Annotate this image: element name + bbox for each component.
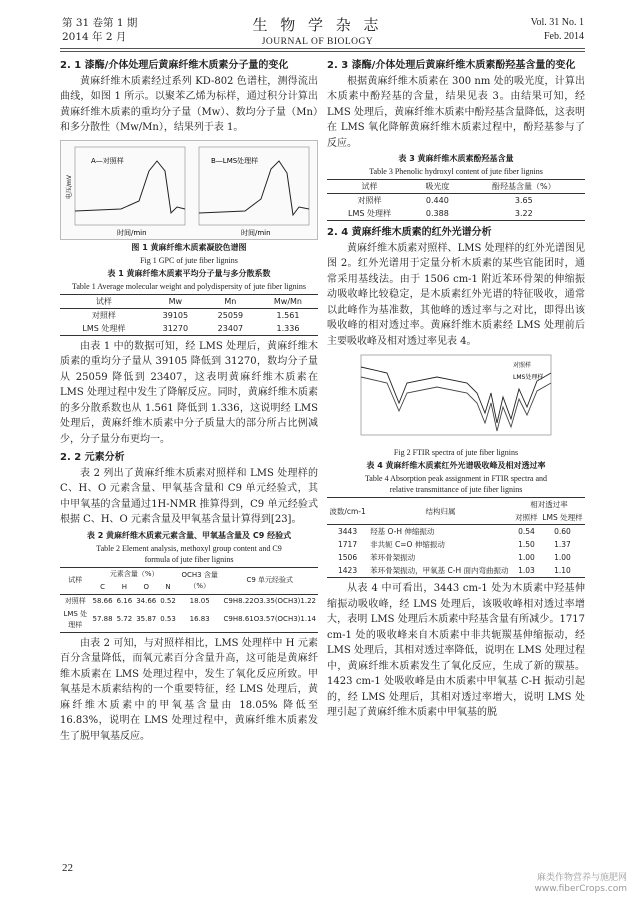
table4-subheader: 对照样 — [513, 511, 540, 525]
table2-subheader: N — [158, 581, 178, 595]
table3-header: 酚羟基含量（%） — [463, 180, 585, 194]
table1-header: Mw/Mn — [258, 294, 318, 308]
table1-caption-en: Table 1 Average molecular weight and polydispersity of jute fiber lignins — [72, 281, 306, 291]
table-cell: 57.88 — [91, 608, 115, 633]
table-cell: 25059 — [217, 310, 244, 320]
table-cell: 1.561 — [276, 310, 300, 320]
header-rule — [60, 48, 585, 49]
table-cell: C9H8.22O3.35(OCH3)1.22 — [223, 596, 316, 605]
section-2-4-title: 2. 4 黄麻纤维木质素的红外光谱分析 — [327, 227, 492, 238]
table2-subheader: H — [115, 581, 135, 595]
table-row — [327, 207, 585, 221]
table-cell: 1423 — [327, 564, 368, 578]
table2-caption-en-1: Table 2 Element analysis, methoxyl group content and C9 — [96, 543, 282, 553]
table4-header: 结构归属 — [368, 498, 513, 525]
table3-caption-cn: 表 3 黄麻纤维木质素酚羟基含量 — [398, 154, 514, 163]
header-rule-2 — [60, 51, 585, 52]
table4-caption-cn: 表 4 黄麻纤维木质素红外光谱吸收峰及相对透过率 — [366, 461, 546, 470]
figure-2-ftir-plot — [327, 353, 583, 445]
table-cell: 18.05 — [189, 596, 210, 605]
table-cell: LMS 处理样 — [60, 322, 148, 336]
table3-header: 吸光度 — [412, 180, 463, 194]
table-cell: 1506 — [338, 553, 358, 562]
table4-header: 波数/cm-1 — [327, 498, 368, 525]
table-cell: 对照样 — [91, 310, 116, 320]
table-cell: 23407 — [203, 322, 258, 336]
section-2-2-title: 2. 2 元素分析 — [60, 452, 125, 463]
table-cell: 3.22 — [463, 207, 585, 221]
section-2-1-para-2: 由表 1 中的数据可知，经 LMS 处理后，黄麻纤维木质素的重均分子量从 39105 降低到 31270，数均分子量从 25059 降低到 23407，这表明黄麻纤维木质素在 LMS 处理过程中发生了降解反应。同时，黄麻纤维木质素的多分散系数也从 1.561 降低到 1.336，这说明经 LMS 处理后，黄麻纤维木质素中分子质量大的部分所占比例减少，分子量分布更均一。 — [60, 340, 318, 445]
table-cell: 1.03 — [513, 564, 540, 578]
table-cell: 0.60 — [554, 527, 571, 536]
figure-1-gpc-plot — [61, 141, 317, 239]
watermark-url: www.fiberCrops.com — [534, 884, 627, 894]
table-cell: 6.16 — [116, 596, 133, 605]
table-cell: 非共轭 C=O 伸缩振动 — [370, 540, 445, 549]
table-cell: 34.66 — [136, 596, 157, 605]
table2-header-row-1 — [60, 567, 318, 581]
table4-caption-en-2: relative transmittance of jute fiber lignins — [389, 485, 523, 494]
table-cell: 3.65 — [514, 196, 533, 205]
table1-caption-cn: 表 1 黄麻纤维木质素平均分子量与多分散系数 — [107, 268, 271, 278]
ftir-curve-lms — [361, 377, 551, 431]
table-4 — [327, 497, 585, 578]
table-cell: 1.37 — [554, 540, 571, 549]
fig2-label-control: 对照样 — [513, 362, 532, 369]
table-row — [60, 608, 318, 633]
table-cell: 1.10 — [540, 564, 585, 578]
table-row — [327, 551, 585, 564]
section-2-2-para: 表 2 列出了黄麻纤维木质素对照样和 LMS 处理样的 C、H、O 元素含量、甲氧基含量和 C9 单元经验式，其中甲氧基的含量通过1H-NMR 推算得到，C9 单元经验式根据 C、H、O 元素含量及甲氧基含量计算得到[23]。 — [60, 467, 318, 525]
fig1-label-a: A—对照样 — [91, 156, 124, 165]
journal-title — [230, 14, 405, 47]
section-2-1-title: 2. 1 漆酶/介体处理后黄麻纤维木质素分子量的变化 — [60, 60, 289, 71]
table2-caption-cn: 表 2 黄麻纤维木质素元素含量、甲氧基含量及 C9 经验式 — [86, 530, 292, 540]
table1-header: Mn — [203, 294, 258, 308]
table-cell: LMS 处理样 — [60, 608, 91, 633]
table3-header-row — [327, 180, 585, 194]
table-cell: 16.83 — [178, 608, 222, 633]
left-column — [60, 58, 318, 744]
table-cell: 3443 — [338, 527, 358, 536]
table-row — [327, 194, 585, 208]
table-cell: 0.388 — [412, 207, 463, 221]
table2-header: 试样 — [60, 567, 91, 594]
table4-subheader: LMS 处理样 — [540, 511, 585, 525]
journal-title-en: JOURNAL OF BIOLOGY — [261, 37, 374, 47]
table-cell: 1.00 — [518, 553, 535, 562]
table-cell: 0.52 — [160, 596, 176, 605]
right-column — [327, 58, 585, 721]
table4-caption-en-1: Table 4 Absorption peak assignment in FTIR spectra and — [364, 474, 548, 483]
fig1-caption-cn: 图 1 黄麻纤维木质素凝胶色谱图 — [131, 242, 247, 252]
watermark — [534, 873, 627, 895]
table-cell: C9H8.61O3.57(OCH3)1.14 — [222, 608, 318, 633]
watermark-cn: 麻类作物营养与施肥网 — [536, 873, 627, 883]
table2-header: OCH3 含量（%） — [178, 567, 222, 594]
table1-header: Mw — [148, 294, 203, 308]
table-row — [327, 525, 585, 539]
fig2-label-lms: LMS处理样 — [513, 374, 544, 381]
table-cell: 39105 — [162, 310, 189, 320]
table-cell: 1717 — [338, 540, 358, 549]
table-cell: 31270 — [148, 322, 203, 336]
table-cell: 苯环骨架振动，甲氧基 C-H 面内弯曲振动 — [368, 564, 513, 578]
issue-info-en — [484, 16, 584, 44]
journal-title-cn: 生 物 学 杂 志 — [252, 16, 383, 34]
fig1-ylabel: 电压/mV — [66, 174, 73, 199]
table-cell: 对照样 — [64, 596, 86, 605]
table2-subheader: C — [91, 581, 115, 595]
table-cell: 58.66 — [92, 596, 113, 605]
table-cell: 苯环骨架振动 — [370, 553, 416, 562]
table-row — [60, 322, 318, 336]
table-2 — [60, 567, 318, 633]
issue-date: 2014 年 2 月 — [62, 31, 127, 43]
table3-header: 试样 — [327, 180, 412, 194]
table-cell: 35.87 — [134, 608, 158, 633]
fig1-caption-en: Fig 1 GPC of jute fiber lignins — [140, 255, 238, 265]
section-2-3-title: 2. 3 漆酶/介体处理后黄麻纤维木质素酚羟基含量的变化 — [327, 60, 576, 71]
issue-date-en: Feb. 2014 — [544, 31, 584, 42]
table2-caption-en-2: formula of jute fiber lignins — [144, 554, 234, 564]
fig1-label-b: B—LMS处理样 — [211, 156, 259, 165]
section-2-1-para: 黄麻纤维木质素经过系列 KD-802 色谱柱，测得流出曲线，如图 1 所示。以聚苯乙烯为标样，通过积分计算出黄麻纤维木质素的重均分子量（Mw）、数均分子量（Mn）和多分散性（Mw/Mn），结果列于表 1。 — [60, 75, 318, 133]
table4-header: 相对透过率 — [513, 498, 585, 512]
page-number: 22 — [62, 862, 73, 874]
fig1-xlabel-a: 时间/min — [117, 228, 147, 237]
figure-2 — [327, 353, 585, 445]
figure-1 — [60, 140, 318, 240]
section-2-3-para: 根据黄麻纤维木质素在 300 nm 处的吸光度，计算出木质素中酚羟基的含量，结果见表 3。由结果可知，经 LMS 处理后，黄麻纤维木质素中酚羟基含量降低，这表明在 LMS 氧化降解黄麻纤维木质素过程中，酚羟基参与了反应。 — [327, 75, 585, 149]
table-3 — [327, 179, 585, 221]
table-cell: 0.440 — [425, 196, 449, 205]
fig1-xlabel-b: 时间/min — [241, 228, 271, 237]
table2-header: C9 单元经验式 — [222, 567, 318, 594]
fig2-caption-en: Fig 2 FTIR spectra of jute fiber lignins — [393, 448, 519, 457]
table-cell: 羟基 O-H 伸缩振动 — [370, 527, 435, 536]
table-cell: LMS 处理样 — [327, 207, 412, 221]
table-cell: 5.72 — [115, 608, 135, 633]
table-cell: 1.336 — [258, 322, 318, 336]
table-cell: 1.00 — [554, 553, 571, 562]
section-2-4-para-2: 从表 4 中可看出，3443 cm-1 处为木质素中羟基伸缩振动吸收峰，经 LMS 处理后，该吸收峰相对透过率增大，表明 LMS 处理后木质素中羟基含量有所减少。1717 cm-1 处的吸收峰来自木质素中非共轭羰基伸缩振动，经 LMS 处理后，其相对透过率降低，说明在 LMS 处理过程中，黄麻纤维木质素发生了氧化反应，生成了新的羰基。1423 cm-1 处吸收峰是由木质素中甲氧基 C-H 振动引起的，经 LMS 处理后，其相对透过率增大，说明 LMS 处理引起了黄麻纤维木质素中甲氧基的脱 — [327, 583, 585, 718]
table-cell: 对照样 — [357, 196, 382, 205]
table1-header-row — [60, 294, 318, 308]
table-row — [327, 538, 585, 551]
table-1 — [60, 294, 318, 336]
table-cell: 0.53 — [158, 608, 178, 633]
table-cell: 1.50 — [518, 540, 535, 549]
table1-header: 试样 — [60, 294, 148, 308]
table3-caption-en: Table 3 Phenolic hydroxyl content of jute fiber lignins — [369, 167, 543, 176]
issue-volume: 第 31 卷第 1 期 — [62, 17, 138, 29]
table2-subheader: O — [134, 581, 158, 595]
table-cell: 0.54 — [518, 527, 535, 536]
section-2-2-para-2: 由表 2 可知，与对照样相比，LMS 处理样中 H 元素百分含量降低，而氧元素百分含量升高，这可能是黄麻纤维木质素在 LMS 处理过程中，发生了氧化反应所致。甲氧基是木质素结构的一个重要特征，经 LMS 处理后，黄麻纤维木质素中的甲氧基含量由 18.05% 降低至 16.83%，说明在 LMS 处理过程中，黄麻纤维木质素发生了脱甲氧基反应。 — [60, 637, 318, 742]
issue-info — [62, 16, 137, 44]
section-2-4-para: 黄麻纤维木质素对照样、LMS 处理样的红外光谱图见图 2。红外光谱用于定量分析木质素的某些官能团时，通常采用基线法。由于 1506 cm-1 附近苯环骨架的伸缩振动吸收峰比较稳定，是木质素红外光谱的特征吸收，通常以此峰作为基准数，其他峰的透过率与之对比，即得出该吸收峰的相对透过率。黄麻纤维木质素经 LMS 处理前后主要吸收峰及相对透过率见表 4。 — [327, 242, 585, 347]
table4-header-row-1 — [327, 498, 585, 512]
table-row — [60, 308, 318, 322]
issue-volume-en: Vol. 31 No. 1 — [530, 17, 584, 28]
table-row — [60, 594, 318, 608]
table-row — [327, 564, 585, 578]
table2-header: 元素含量（%） — [91, 567, 178, 581]
